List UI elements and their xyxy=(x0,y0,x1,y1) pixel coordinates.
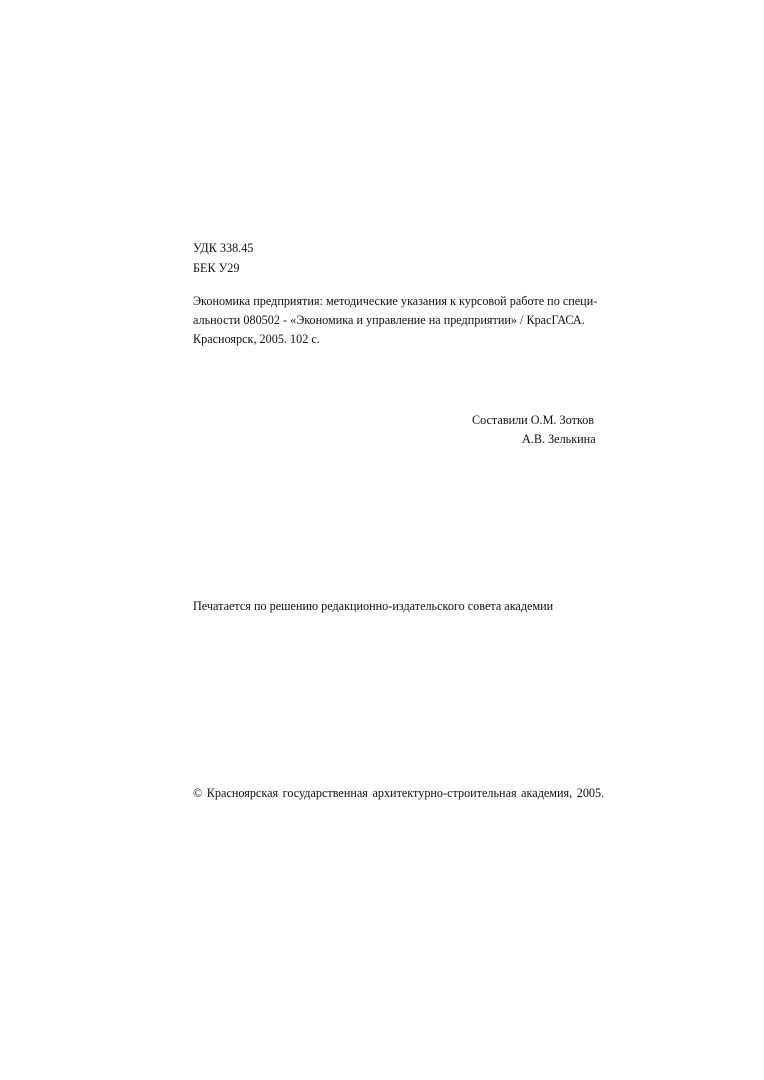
publication-note: Печатается по решению редакционно-издательского совета академии xyxy=(193,599,554,613)
bbk-code: БЕК У29 xyxy=(193,261,240,275)
compilers-line-2: А.В. Зелькина xyxy=(522,432,596,446)
copyright-notice: © Красноярская государственная архитектурно-строительная академия, 2005. xyxy=(193,786,605,800)
compilers-line-1: Составили О.М. Зотков xyxy=(472,413,595,427)
bibliographic-line-3: Красноярск, 2005. 102 с. xyxy=(193,332,320,346)
bibliographic-line-1: Экономика предприятия: методические указания к курсовой работе по специ- xyxy=(193,294,598,308)
udc-code: УДК 338.45 xyxy=(193,241,254,255)
bibliographic-line-2: альности 080502 - «Экономика и управление на предприятии» / КрасГАСА. xyxy=(193,313,585,327)
